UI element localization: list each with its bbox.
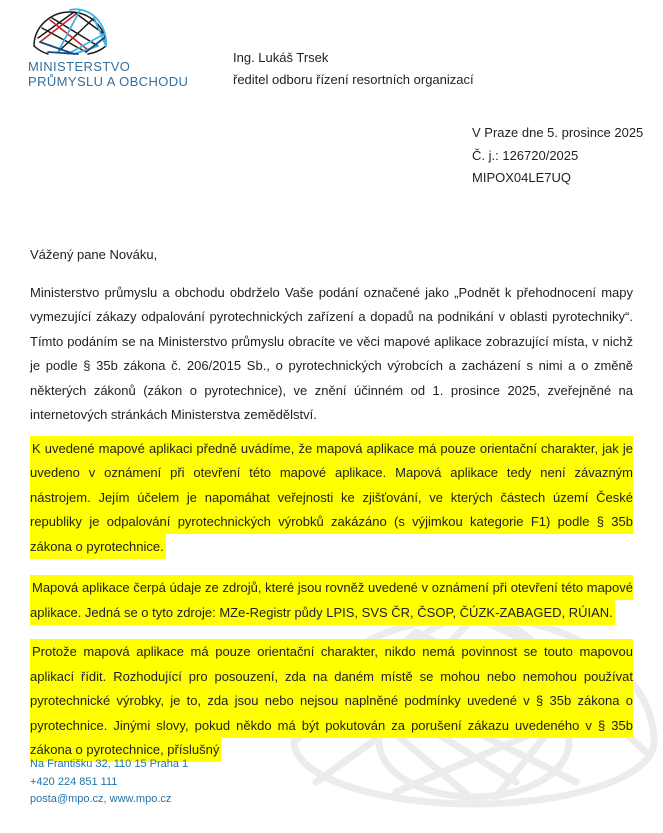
signer-role: ředitel odboru řízení resortních organizací [233, 71, 474, 87]
ministry-logo [28, 6, 188, 89]
highlighted-paragraph-text: Protože mapová aplikace má pouze orientační charakter, nikdo nemá povinnost se touto mapovou aplikací řídit. Rozhodující pro posouzení, zda na daném místě se mohou nebo nemohou používat pyrotechnické výrobky, je to, zda jsou nebo nejsou naplněné podmínky uvedené v § 35b zákona o pyrotechnice. Jinými slovy, pokud někdo má být pokutován za porušení zákazu uvedeného v § 35b zákona o pyrotechnice, příslušný [30, 639, 633, 762]
globe-logo-icon [28, 6, 112, 56]
reference-number: Č. j.: 126720/2025 [472, 147, 579, 163]
footer-address: Na Františku 32, 110 15 Praha 1 [30, 758, 189, 770]
salutation: Vážený pane Nováku, [30, 247, 158, 262]
org-name-line1: MINISTERSTVO [28, 59, 131, 74]
paragraph-intro [30, 281, 633, 428]
document-code: MIPOX04LE7UQ [472, 170, 571, 185]
highlighted-paragraph [30, 576, 633, 625]
highlighted-paragraph-text: Mapová aplikace čerpá údaje ze zdrojů, které jsou rovněž uvedené v oznámení při otevření této mapové aplikace. Jedná se o tyto zdroje: MZe-Registr půdy LPIS, SVS ČR, ČSOP, ČÚZK-ZABAGED, RÚIAN. [30, 575, 633, 625]
place-and-date: V Praze dne 5. prosince 2025 [472, 125, 644, 140]
org-name [28, 59, 188, 89]
highlighted-paragraph-text: K uvedené mapové aplikaci předně uvádíme, že mapová aplikace má pouze orientační charakter, jak je uvedeno v oznámení při otevření této mapové aplikace. Mapová aplikace tedy není závazným nástrojem. Jejím účelem je napomáhat veřejnosti ke zjišťování, ve kterých částech území České republiky je odpalování pyrotechnických výrobků zakázáno (s výjimkou kategorie F1) podle § 35b zákona o pyrotechnice. [30, 436, 633, 559]
org-name-line2: PRŮMYSLU A OBCHODU [28, 74, 189, 89]
highlighted-paragraph [30, 437, 633, 560]
letter-meta [472, 122, 643, 190]
paragraph-intro-text: Ministerstvo průmyslu a obchodu obdrželo Vaše podání označené jako „Podnět k přehodnocení mapy vymezující zákazy odpalování pyrotechnických zařízení a dopadů na podnikání v oblasti pyrotechniky“. Tímto podáním se na Ministerstvo průmyslu obracíte ve věci mapové aplikace zobrazující místa, v nichž je podle § 35b zákona č. 206/2015 Sb., o pyrotechnických výrobcích a zacházení s nimi a o změně některých zákonů (zákon o pyrotechnice), ve znění účinném od 1. prosince 2025, zveřejněné na internetových stránkách Ministerstva zemědělství. [30, 284, 633, 422]
footer-phone: +420 224 851 111 [30, 775, 118, 788]
signer-name: Ing. Lukáš Trsek [233, 50, 329, 65]
highlighted-paragraph [30, 640, 633, 763]
letter-body [30, 243, 633, 763]
footer-email-web: posta@mpo.cz, www.mpo.cz [30, 793, 172, 805]
signer-block [233, 47, 474, 90]
footer-contact-block [30, 756, 188, 809]
